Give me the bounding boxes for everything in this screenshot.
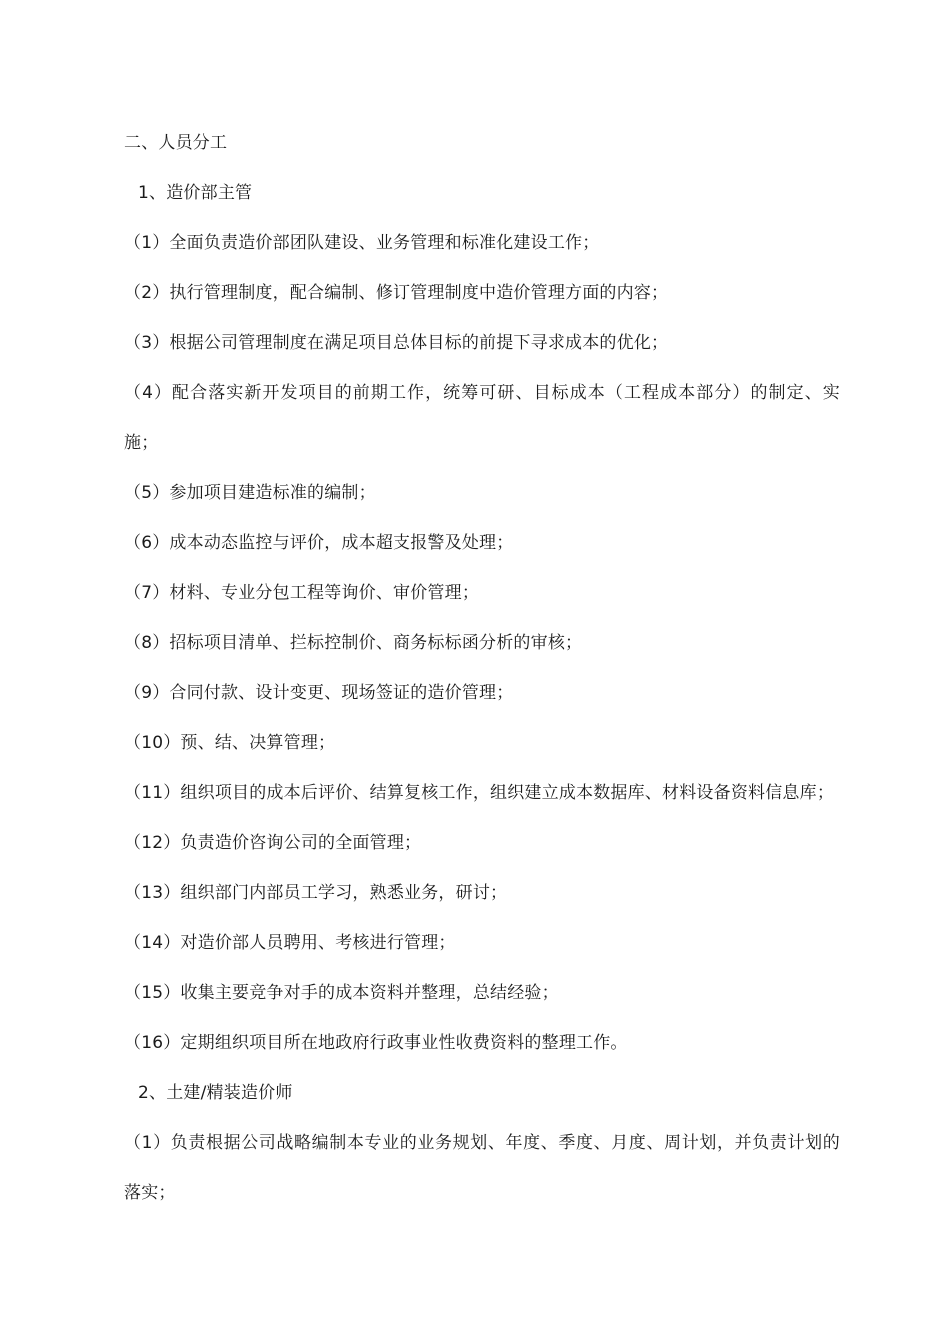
list-item: （15）收集主要竞争对手的成本资料并整理，总结经验； (124, 983, 559, 1003)
document-body (124, 118, 840, 1218)
list-item: （1）全面负责造价部团队建设、业务管理和标准化建设工作； (124, 233, 600, 253)
list-item: （8）招标项目清单、拦标控制价、商务标标函分析的审核； (124, 633, 583, 653)
list-item: （13）组织部门内部员工学习，熟悉业务，研讨； (124, 883, 508, 903)
list-item: （6）成本动态监控与评价，成本超支报警及处理； (124, 533, 514, 553)
subsection-heading-1: 1、造价部主管 (138, 183, 253, 203)
list-item: （12）负责造价咨询公司的全面管理； (124, 833, 422, 853)
list-item: （3）根据公司管理制度在满足项目总体目标的前提下寻求成本的优化； (124, 333, 669, 353)
section-title: 二、人员分工 (124, 133, 228, 153)
list-item: （14）对造价部人员聘用、考核进行管理； (124, 933, 456, 953)
subsection-heading-2: 2、土建/精装造价师 (138, 1083, 293, 1103)
list-item: （5）参加项目建造标准的编制； (124, 483, 376, 503)
list-item: （2）执行管理制度，配合编制、修订管理制度中造价管理方面的内容； (124, 283, 669, 303)
list-item: （16）定期组织项目所在地政府行政事业性收费资料的整理工作。 (124, 1033, 628, 1053)
list-item: （9）合同付款、设计变更、现场签证的造价管理； (124, 683, 514, 703)
list-item: （1）负责根据公司战略编制本专业的业务规划、年度、季度、月度、周计划，并负责计划的落实； (124, 1133, 840, 1203)
list-item: （10）预、结、决算管理； (124, 733, 336, 753)
list-item: （11）组织项目的成本后评价、结算复核工作，组织建立成本数据库、材料设备资料信息库； (124, 783, 835, 803)
list-item: （4）配合落实新开发项目的前期工作，统筹可研、目标成本（工程成本部分）的制定、实施； (124, 383, 840, 453)
list-item: （7）材料、专业分包工程等询价、审价管理； (124, 583, 480, 603)
